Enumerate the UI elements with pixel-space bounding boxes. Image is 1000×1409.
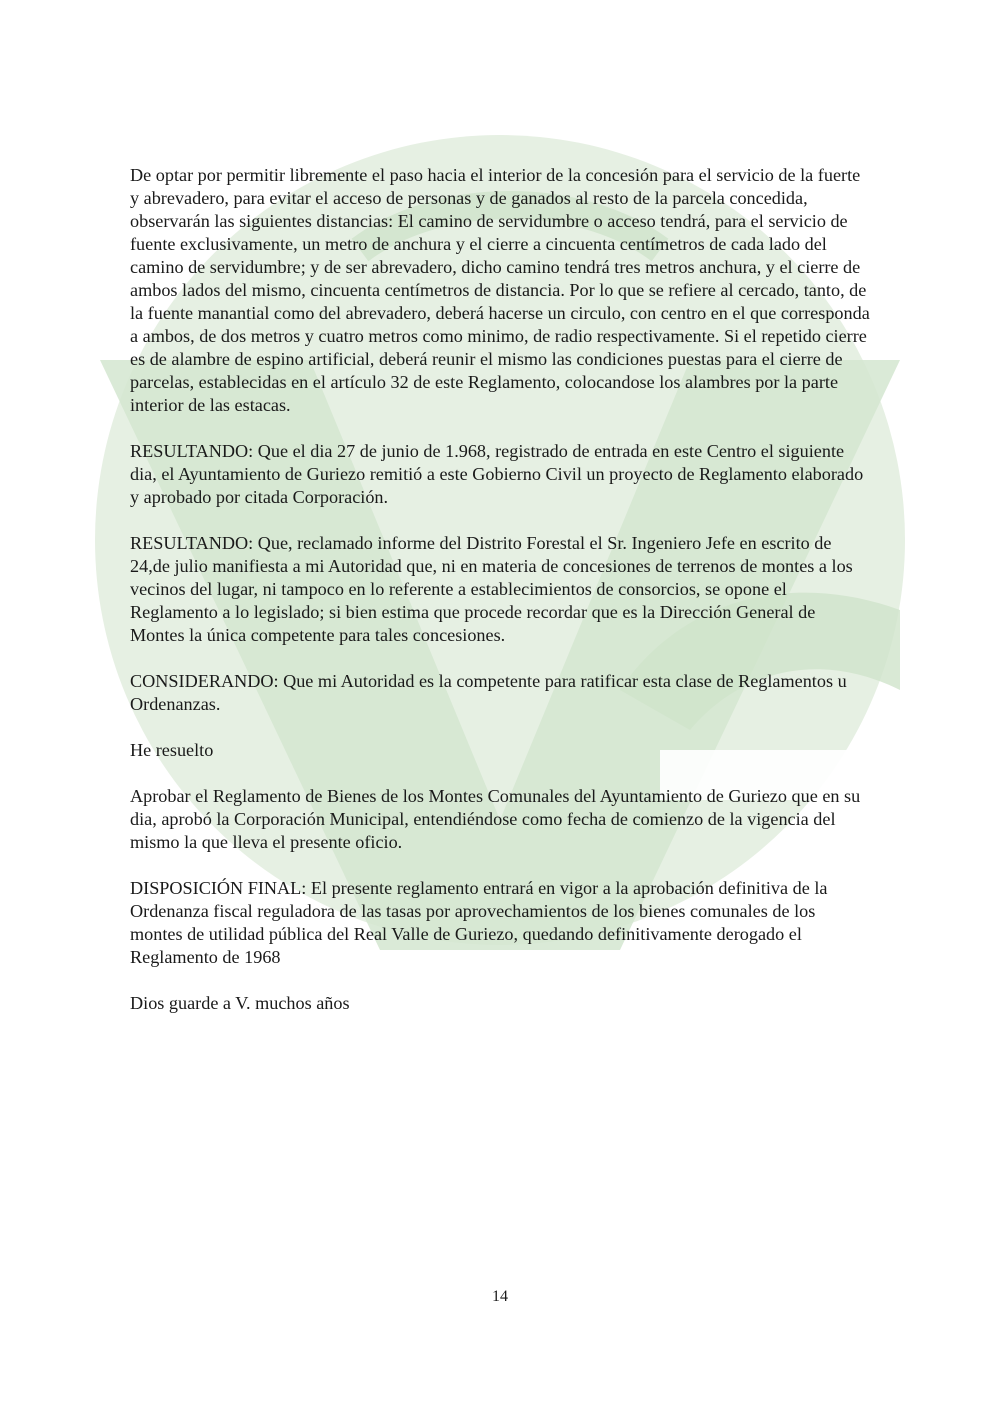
document-body bbox=[130, 164, 870, 1038]
paragraph-considerando: CONSIDERANDO: Que mi Autoridad es la competente para ratificar esta clase de Reglamentos u Ordenanzas. bbox=[130, 671, 847, 714]
paragraph-he-resuelto: He resuelto bbox=[130, 740, 214, 760]
paragraph-closing: Dios guarde a V. muchos años bbox=[130, 993, 350, 1013]
page-number: 14 bbox=[492, 1288, 508, 1305]
paragraph-disposicion-final: DISPOSICIÓN FINAL: El presente reglamento entrará en vigor a la aprobación definitiva de la Ordenanza fiscal reguladora de las tasas por aprovechamientos de los bienes comunales de los montes de utilidad pública del Real Valle de Guriezo, quedando definitivamente derogado el Reglamento de 1968 bbox=[130, 878, 828, 967]
paragraph-resultando-1: RESULTANDO: Que el dia 27 de junio de 1.968, registrado de entrada en este Centro el siguiente dia, el Ayuntamiento de Guriezo remitió a este Gobierno Civil un proyecto de Reglamento elaborado y aprobado por citada Corporación. bbox=[130, 441, 864, 507]
paragraph-aprobar: Aprobar el Reglamento de Bienes de los Montes Comunales del Ayuntamiento de Guriezo que en su dia, aprobó la Corporación Municipal, entendiéndose como fecha de comienzo de la vigencia del mismo la que lleva el presente oficio. bbox=[130, 786, 861, 852]
paragraph-resultando-2: RESULTANDO: Que, reclamado informe del Distrito Forestal el Sr. Ingeniero Jefe en escrito de 24,de julio manifiesta a mi Autoridad que, ni en materia de concesiones de terrenos de montes a los vecinos del lugar, ni tampoco en lo referente a establecimientos de consorcios, se opone el Reglamento a lo legislado; si bien estima que procede recordar que es la Dirección General de Montes la única competente para tales concesiones. bbox=[130, 533, 853, 645]
paragraph-cercado: De optar por permitir libremente el paso hacia el interior de la concesión para el servicio de la fuerte y abrevadero, para evitar el acceso de personas y de ganados al resto de la parcela concedida, observarán las siguientes distancias: El camino de servidumbre o acceso tendrá, para el servicio de fuente exclusivamente, un metro de anchura y el cierre a cincuenta centímetros de cada lado del camino de servidumbre; y de ser abrevadero, dicho camino tendrá tres metros anchura, y el cierre de ambos lados del mismo, cincuenta centímetros de distancia. Por lo que se refiere al cercado, tanto, de la fuente manantial como del abrevadero, deberá hacerse un circulo, con centro en el que corresponda a ambos, de dos metros y cuatro metros como minimo, de radio respectivamente. Si el repetido cierre es de alambre de espino artificial, deberá reunir el mismo las condiciones puestas para el cierre de parcelas, establecidas en el artículo 32 de este Reglamento, colocandose los alambres por la parte interior de las estacas. bbox=[130, 165, 870, 415]
